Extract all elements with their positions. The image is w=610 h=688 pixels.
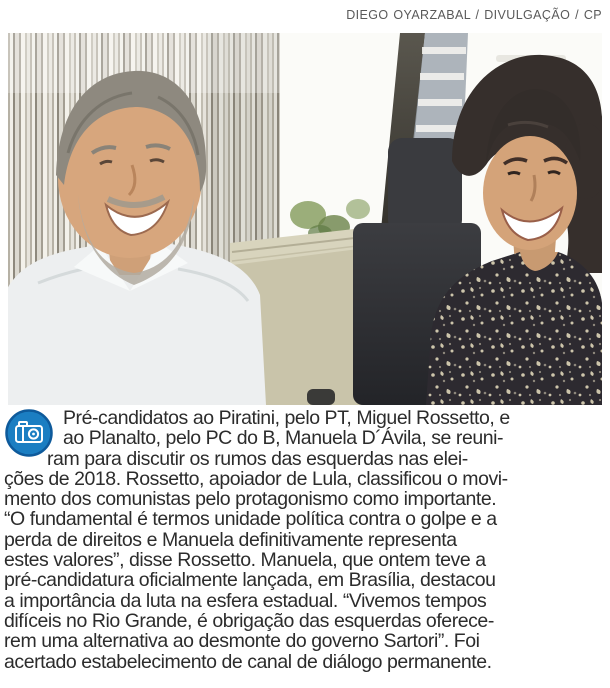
caption-line: difíceis no Rio Grande, é obrigação das esquerdas oferece- [4,609,494,632]
photo-credit: DIEGO OYARZABAL / DIVULGAÇÃO / CP [346,8,602,22]
caption-line: estes valores”, disse Rossetto. Manuela, que ontem teve a [4,549,486,572]
caption-line: ao Planalto, pelo PC do B, Manuela D´Ávila, se reuni- [63,427,504,450]
news-clipping [0,8,610,688]
caption-line: ções de 2018. Rossetto, apoiador de Lula, classificou o movi- [4,467,508,490]
caption-line: perda de direitos e Manuela definitivamente representa [4,528,457,551]
caption-line: ram para discutir os rumos das esquerdas nas elei- [47,447,468,470]
caption-line: “O fundamental é termos unidade política contra o golpe e a [4,508,497,531]
caption-line: Pré-candidatos ao Piratini, pelo PT, Miguel Rossetto, e [63,407,510,429]
camera-icon [5,409,53,457]
caption [4,408,606,672]
caption-line: mento dos comunistas pelo protagonismo como importante. [4,488,497,511]
news-photo-canvas [8,33,602,405]
caption-line: pré-candidatura oficialmente lançada, em Brasília, destacou [4,569,496,592]
caption-line: acertado estabelecimento de canal de diálogo permanente. [4,650,492,673]
news-photo [8,33,602,405]
caption-line: rem uma alternativa ao desmonte do governo Sartori”. Foi [4,630,480,653]
caption-line: a importância da luta na esfera estadual. “Vivemos tempos [4,589,487,612]
